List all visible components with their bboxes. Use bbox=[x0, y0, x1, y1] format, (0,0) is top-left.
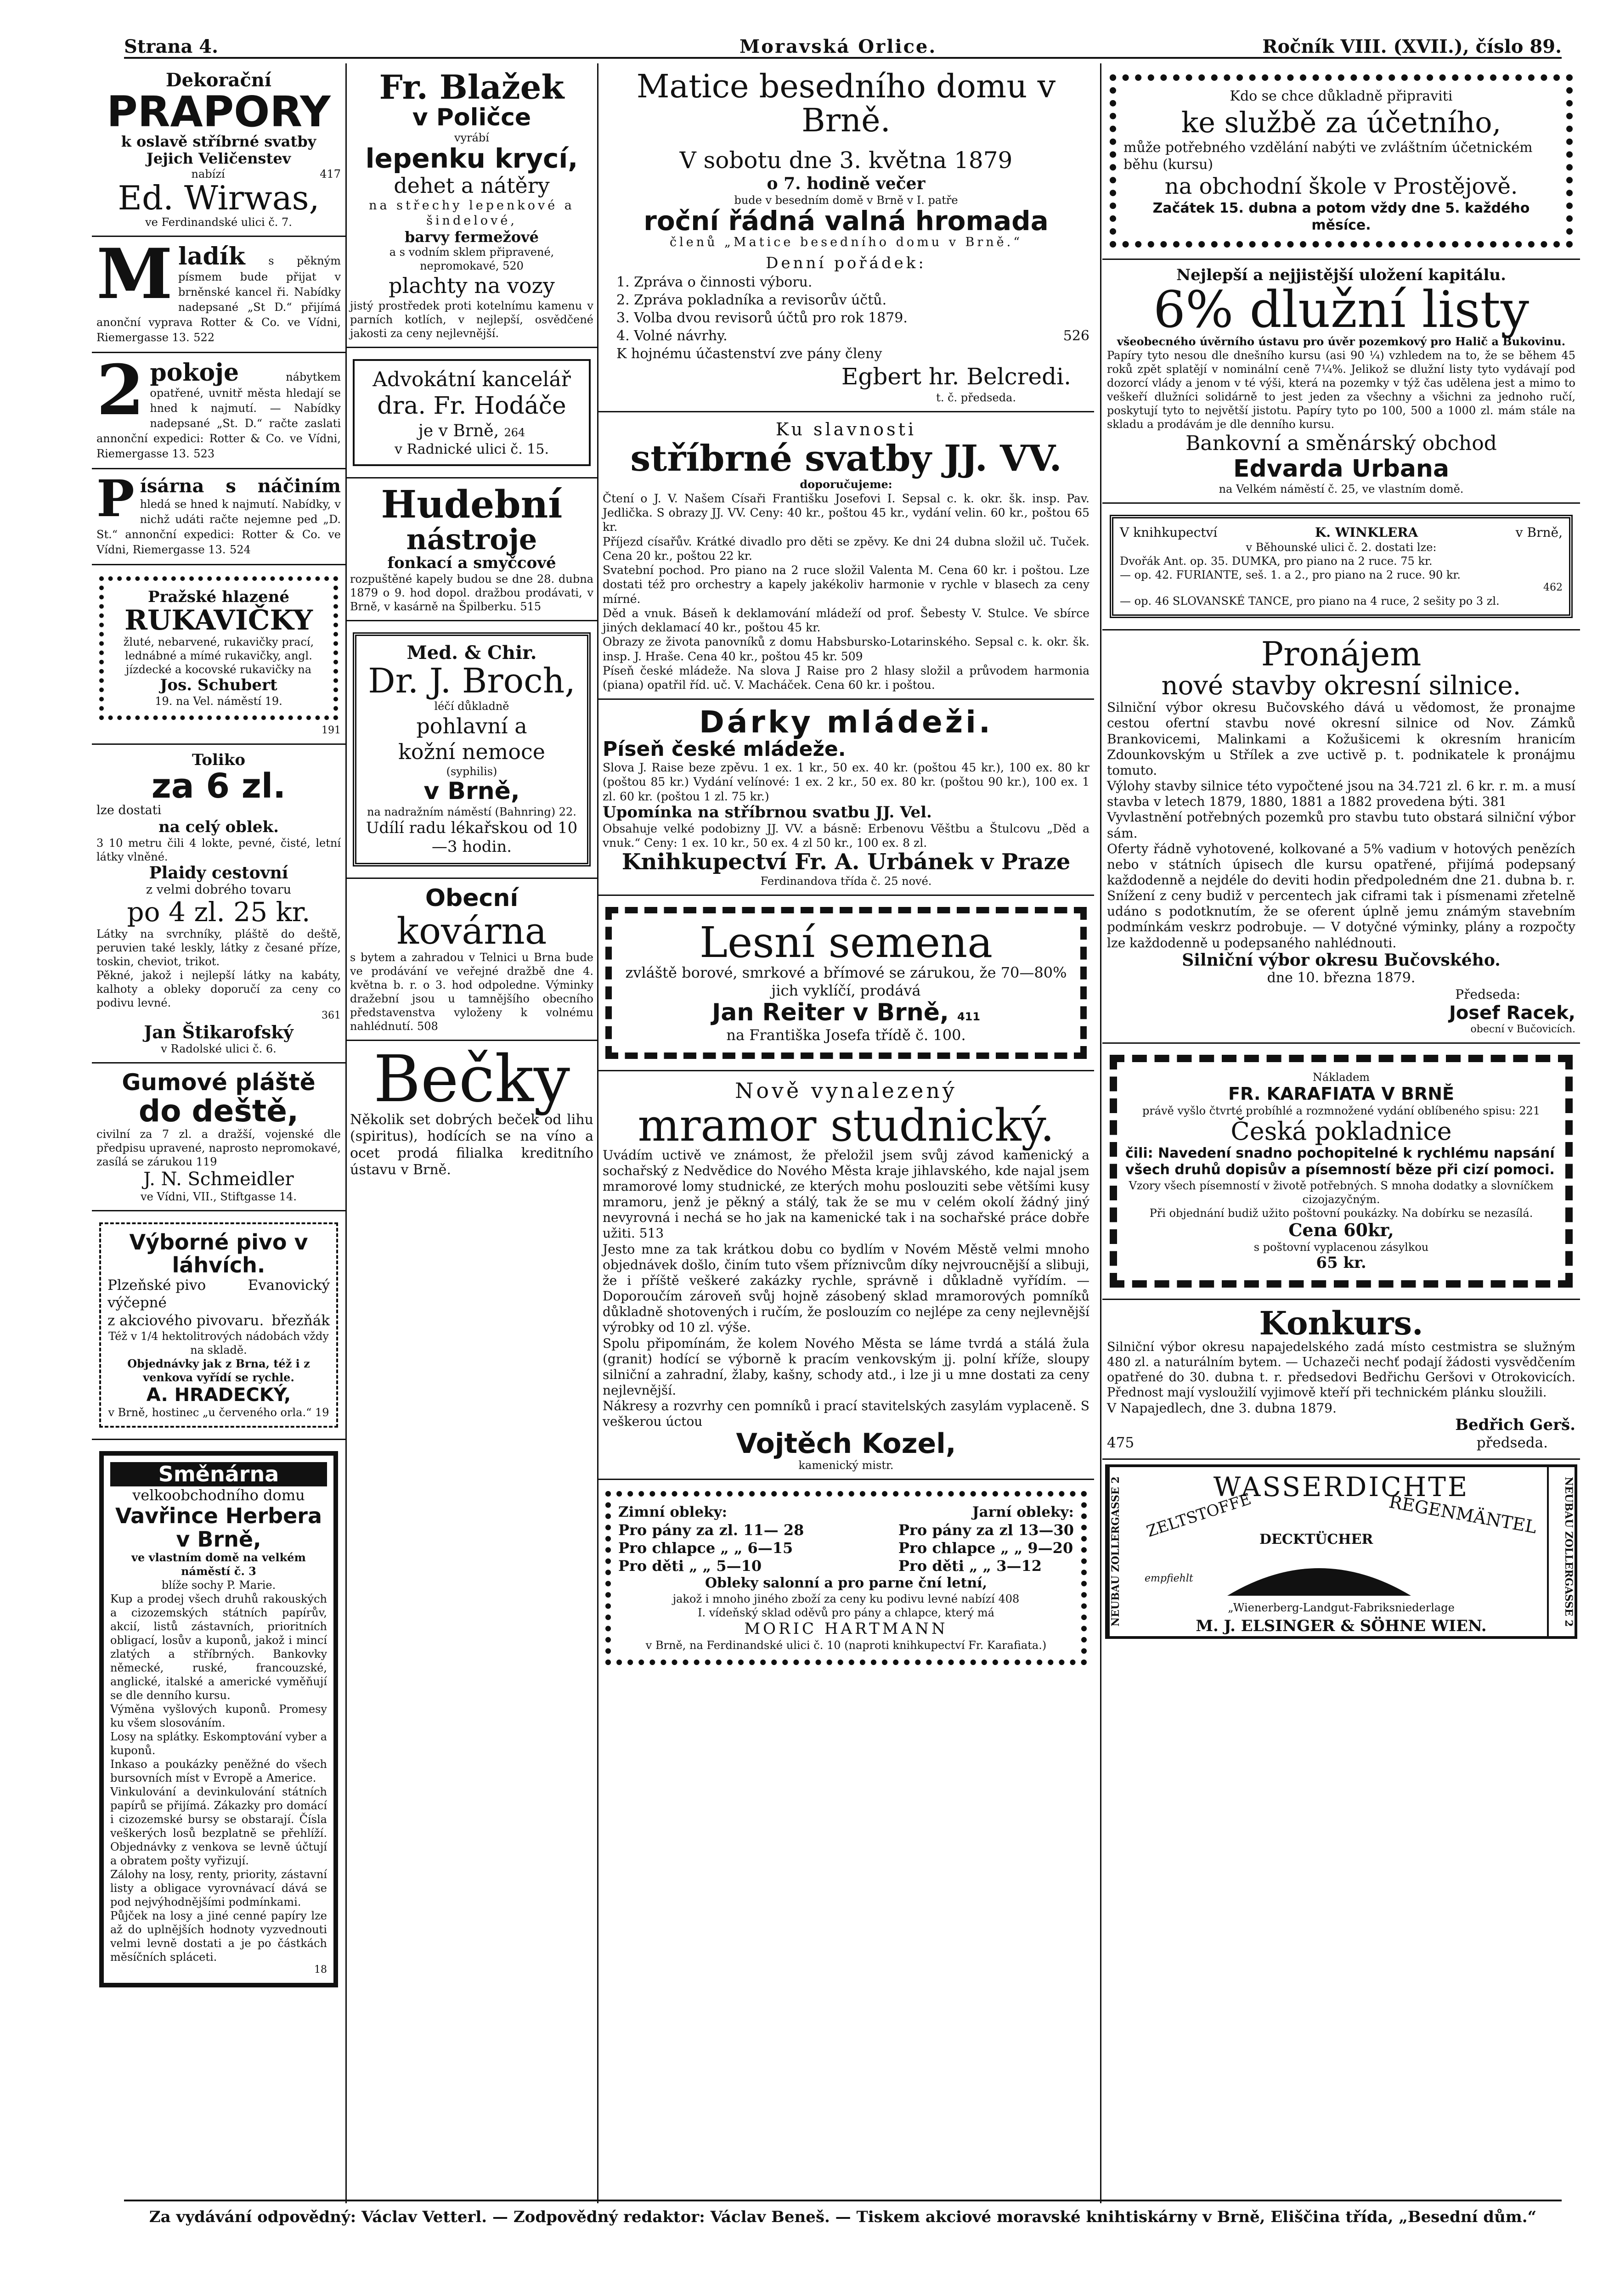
ad-number: 475 bbox=[1107, 1435, 1135, 1452]
ad-text: Kup a prodej všech druhů rakouských a cizozemských státních papírův, akcií, listů zástavních, prioritních obligací, losův a kuponů, jakož i mincí zlatých a stříbrných. Bankovky německé, ruské, francouzské, anglické, italské a americké vyměňují se dle denního kursu. bbox=[110, 1593, 327, 1702]
price-label: Pro děti bbox=[618, 1557, 684, 1575]
notice-line: předseda. bbox=[1476, 1435, 1548, 1452]
ad-line: fonkací a smyčcové bbox=[387, 554, 556, 573]
ad-pivo bbox=[92, 1211, 345, 1441]
logo-text: REGENMÄNTEL bbox=[1388, 1491, 1539, 1537]
ad-hudebni bbox=[345, 478, 598, 621]
page-header bbox=[124, 36, 1562, 59]
book-entry: Děd a vnuk. Báseň k deklamování mládeží od prof. Šebesty V. Stulce. Ve sbírce jiných deklamací 40 kr., poštou 45 kr. bbox=[603, 606, 1089, 635]
ad-headline: Hudební bbox=[381, 483, 563, 527]
agenda-item: 3. Volba dvou revisorů účtů pro rok 1879. bbox=[616, 310, 908, 326]
ad-text: právě vyšlo čtvrté probíhlé a rozmnožené vydání oblíbeného spisu: bbox=[1142, 1104, 1516, 1118]
ad-number: 119 bbox=[196, 1155, 217, 1168]
ad-line: na celý oblek. bbox=[158, 817, 279, 836]
price-value: „ „ 9—20 bbox=[1000, 1539, 1073, 1557]
ad-line: Zimní obleky: bbox=[618, 1504, 728, 1521]
ad-headline: za 6 zl. bbox=[151, 766, 286, 806]
ad-line: Nejlepší a nejjistější uložení kapitálu. bbox=[1176, 266, 1506, 285]
ad-address: ve Vídni, VII., Stiftgasse 14. bbox=[141, 1190, 297, 1203]
ad-text: Vzory všech písemností v životě potřebných. S mnoha dodatky a slovníčkem cizojazyčným. bbox=[1129, 1179, 1554, 1206]
ad-line: léčí důkladně bbox=[434, 700, 509, 713]
ad-text: nábytkem opatřené, uvnitř města hledají se hned k najmutí. — Nabídky nadepsané „St. D.“ račte zaslati annonční expedici: Rotter & Co. ve Vídni, Riemergasse 13. bbox=[96, 371, 341, 460]
ad-line: doporučujeme: bbox=[800, 477, 892, 491]
price-value: za zl. 11— 28 bbox=[696, 1521, 804, 1539]
ad-latky bbox=[92, 745, 345, 1064]
notice-line: bude v besedním domě v Brně v I. patře bbox=[734, 194, 958, 207]
ad-headline: Česká pokladnice bbox=[1230, 1117, 1452, 1146]
page-number: Strana 4. bbox=[124, 36, 219, 57]
ad-headline: v Poličce bbox=[412, 103, 531, 131]
ad-becky bbox=[345, 1041, 598, 1185]
ad-headline: kovárna bbox=[396, 909, 547, 952]
ad-text: s pěkným písmem bude přijat v brněnské kancel ři. Nabídky nadepsané „St D.“ přijímá anonční vyprava Rotter & Co. ve Vídni, Riemergasse 13. bbox=[96, 254, 341, 344]
ad-address: ve Ferdinandské ulici č. 7. bbox=[145, 216, 292, 229]
ad-listy bbox=[1102, 260, 1580, 504]
ad-mramor bbox=[598, 1071, 1094, 1480]
ad-slavnost bbox=[598, 412, 1094, 700]
ad-pokladnice bbox=[1102, 1044, 1580, 1300]
ad-text: Papíry tyto nesou dle dnešního kursu (asi 90 ¼) vzhledem na to, že se během 45 roků zpět splatějí v nominální ceně 7¼%. Jelikož se dlužní listy tyto vydávají pod dozorcí vlády a jenom v té výši, která na pozemky v týž čas udělena jest a mimo to veškeří dlužníci solidárně to jest jeden za všechny a všichni za jednoho ručí, poskytují tyto to největší jistotu. Papíry tyto po 100, 500 a 1000 zl. mám stále na skladu a prodávám je dle denního kursu. bbox=[1107, 349, 1575, 431]
column-4 bbox=[1102, 63, 1580, 1643]
notice-date: V Napajedlech, dne 3. dubna 1879. bbox=[1107, 1401, 1337, 1416]
ad-line: lze dostati bbox=[96, 803, 162, 817]
ad-text: Látky na svrchníky, pláště do deště, peruvien také leskly, látky z česané příze, toskin, cheviot, trikot. bbox=[96, 927, 341, 968]
ad-number: 462 bbox=[1543, 582, 1563, 594]
ad-number: 18 bbox=[314, 1964, 327, 1976]
ad-text: Inkaso a poukázky peněžné do všech bursovních míst v Evropě a Americe. bbox=[110, 1758, 327, 1785]
ad-number: 19 bbox=[315, 1406, 329, 1419]
ad-headline: do deště, bbox=[138, 1093, 299, 1129]
notice-headline: nové stavby okresní silnice. bbox=[1161, 670, 1521, 701]
ad-text: Uvádím uctivě ve známost, že přeložil jsem svůj závod kamenický a sochařský z Nedvědice do Nového Města kraje jihlavského, kde najal jsem mramorové lomy studnické, ze kterých mohu poslouziti sebe většími kusy mramoru, jenž je pěkný a stálý, tak že se mu v celém okolí žádný jiný nevyrovná i nechá se ho jak na kamenické tak i na sochařské práce dobře užiti. bbox=[603, 1147, 1089, 1241]
ad-line: Jarní obleky: bbox=[972, 1504, 1074, 1521]
ad-number: 191 bbox=[322, 724, 341, 736]
price-label: Pro pány bbox=[898, 1521, 971, 1539]
drop-initial: 2 bbox=[96, 353, 145, 431]
ad-line: Nově vynalezený bbox=[735, 1078, 957, 1103]
ad-line: blíže sochy P. Marie. bbox=[161, 1579, 276, 1592]
ad-city: v Brně, bbox=[423, 777, 520, 805]
ad-number: 509 bbox=[841, 649, 863, 663]
ad-number: 417 bbox=[320, 167, 341, 180]
ad-number: 264 bbox=[504, 426, 525, 439]
book-entry: Svatební pochod. Pro piano na 2 ruce složil Valenta M. Cena 60 kr. i poštou. Lze dostati též pro orchestry a kapely jakékoliv harmonie v rychle v blasech za ceny mírné. bbox=[603, 563, 1089, 606]
notice-signature: Josef Racek, bbox=[1449, 1002, 1575, 1024]
ad-line: plachty na vozy bbox=[389, 273, 555, 298]
ad-line: s poštovní vyplacenou zásylkou bbox=[1253, 1240, 1429, 1254]
ad-number: 522 bbox=[193, 331, 215, 344]
ad-line: ve vlastním domě na velkém náměstí č. 3 bbox=[131, 1551, 306, 1578]
ad-line: (syphilis) bbox=[446, 765, 497, 778]
ad-address: 19. na Vel. náměstí 19. bbox=[155, 694, 282, 708]
logo-text: empfiehlt bbox=[1145, 1573, 1193, 1585]
ad-headline: Obecní bbox=[425, 884, 519, 912]
ad-text: hledá se hned k najmutí. Nabídky, v nichž udáti račte nejemne ped „D. St.“ annonční expedici: Rotter & Co. ve Vídni, Riemergasse 13. bbox=[96, 497, 341, 556]
ad-text: Jesto mne za tak krátkou dobu co bydlím v Novém Městě velmi mnoho objednávek došlo, činím tuto všem příznivcům díky nejvroucnější a slibuji, že i příště veškeré zakázky rychle, správně i důkladně vyřídím. — Doporoučím zároveň svůj hojně zásobený sklad mramorových pomníků důkladně shotovených i ručím, že poslouzím co nejlépe za ceny nejlevnější výrobky od 10 zl. výše. bbox=[603, 1241, 1089, 1335]
notice-signature: Egbert hr. Belcredi. bbox=[841, 363, 1071, 390]
price-value: „ „ 5—10 bbox=[689, 1557, 762, 1575]
ad-headline: nástroje bbox=[406, 523, 537, 557]
ad-signature: Vojtěch Kozel, bbox=[736, 1428, 956, 1460]
ad-headline: pokoje bbox=[150, 359, 239, 387]
ad-headline: Advokátní kancelář bbox=[373, 367, 571, 391]
ad-headline: ísárna s náčiním bbox=[140, 475, 341, 497]
ad-number: 381 bbox=[1482, 794, 1507, 810]
ad-address: Ferdinandova třída č. 25 nové. bbox=[760, 875, 932, 888]
ad-line: Nákladem bbox=[1312, 1070, 1370, 1084]
ad-name: FR. KARAFIATA V BRNĚ bbox=[1228, 1083, 1454, 1104]
ad-gumove bbox=[92, 1064, 345, 1211]
ad-headline: ladík bbox=[178, 242, 245, 271]
agenda-item: 4. Volné návrhy. bbox=[616, 327, 728, 344]
ad-text: zvláště borové, smrkové a břímové se zárukou, že 70—80% jich vyklíčí, prodává bbox=[625, 964, 1067, 1000]
ad-headline: Lesní semena bbox=[699, 918, 993, 968]
ad-blazek bbox=[345, 63, 598, 348]
ad-smenarna bbox=[92, 1440, 345, 1998]
ad-name: Jan Štikarofský bbox=[144, 1021, 294, 1042]
ad-name: Fr. Blažek bbox=[379, 68, 564, 107]
ad-number: 524 bbox=[230, 543, 251, 556]
notice-pronajem bbox=[1102, 630, 1580, 1044]
ad-address: v Brně, hostinec „u červeného orla.“ bbox=[108, 1406, 312, 1419]
notice-signature: Silniční výbor okresu Bučovského. bbox=[1182, 950, 1501, 970]
ad-price: Cena 60kr, bbox=[1288, 1220, 1394, 1240]
logo-text: DECKTÜCHER bbox=[1259, 1531, 1373, 1548]
ad-line: nabízí bbox=[191, 167, 225, 180]
ad-line: barvy fermežové bbox=[405, 228, 539, 246]
ad-headline: lepenku krycí, bbox=[365, 142, 578, 174]
ad-line: Toliko bbox=[192, 750, 246, 769]
ad-text: jakož i mnoho jiného zboží za ceny ku podivu levné nabízí bbox=[672, 1592, 995, 1605]
ad-address: na Velkém náměstí č. 25, ve vlastním domě. bbox=[1219, 483, 1464, 496]
notice-text: Výlohy stavby silnice této vypočtené jsou na 34.721 zl. 6 kr. r. m. a musí stavba v letech 1879, 1880, 1881 a 1882 provedena býti. bbox=[1107, 778, 1575, 810]
ad-line: Píseň české mládeže. bbox=[603, 737, 846, 761]
ad-text: Pěkné, jakož i nejlepší látky na kabáty, kalhoty a obleky doporučí za ceny co podivu levné. bbox=[96, 968, 341, 1009]
ad-address: na Františka Josefa třídě č. 100. bbox=[726, 1026, 966, 1044]
price-value: za zl 13—30 bbox=[976, 1521, 1074, 1539]
column-rule bbox=[1100, 63, 1101, 2203]
ad-address: v Radnické ulici č. 15. bbox=[394, 441, 549, 457]
ad-headline: mramor studnický. bbox=[638, 1099, 1055, 1151]
ad-line: velkoobchodního domu bbox=[132, 1486, 305, 1504]
ad-text: Výměna vyšlových kuponů. Promesy ku všem slosováním. bbox=[110, 1703, 327, 1730]
side-label: NEUBAU ZOLLERGASSE 2 bbox=[1108, 1467, 1135, 1636]
ad-number: 526 bbox=[1063, 327, 1089, 344]
book-entry: Dvořák Ant. op. 35. DUMKA, pro piano na 2 ruce. 75 kr. bbox=[1120, 555, 1433, 568]
ad-number: 361 bbox=[322, 1009, 341, 1021]
ad-name: Jan Reiter v Brně, bbox=[711, 999, 949, 1027]
notice-headline: roční řádná valná hromada bbox=[643, 205, 1049, 237]
ad-line: Dekorační bbox=[165, 69, 272, 91]
notice-line: K hojnému účastenství zve pány členy bbox=[616, 345, 882, 362]
ad-name: Edvarda Urbana bbox=[1233, 455, 1450, 483]
ad-text: rozpuštěné kapely budou se dne 28. dubna 1879 o 9. hod dopol. dražbou prodávati, v Brně, v kasárně na Špilberku. bbox=[350, 573, 593, 613]
drop-initial: P bbox=[96, 469, 135, 528]
ad-number: 221 bbox=[1519, 1104, 1541, 1118]
ad-line: z akciového pivovaru. bbox=[107, 1312, 264, 1329]
ad-line: Ku slavnosti bbox=[775, 419, 917, 439]
ad-headline: 6% dlužní listy bbox=[1153, 280, 1530, 339]
ad-line: kamenický mistr. bbox=[798, 1459, 894, 1472]
ad-prapory bbox=[92, 63, 345, 237]
ad-darky bbox=[598, 700, 1094, 896]
notice-text: Vyvlastnění potřebných pozemků pro stavbu tuto obstará silniční výbor sám. bbox=[1107, 810, 1575, 841]
ad-line: Obleky salonní a pro parne ční letní, bbox=[705, 1575, 988, 1592]
masthead: Moravská Orlice. bbox=[739, 36, 937, 57]
ad-text: I. vídeňský sklad oděvů pro pány a chlapce, který má bbox=[698, 1606, 994, 1619]
ad-number: 515 bbox=[520, 600, 542, 613]
notice-date: dne 10. března 1879. bbox=[1267, 970, 1416, 986]
notice-text: Snížení z ceny budiž v percentech jak ciframi tak i písmenami zřetelně udáno s podotknutím, že se oferent úplně jemu známým stavebním podmínkám veskrz podrobuje. — V dotyčné výminky, plány a rozpočty lze každodenně u podepsaného nahlédnouti. bbox=[1107, 888, 1575, 951]
column-2 bbox=[345, 63, 598, 1185]
ad-number: 508 bbox=[417, 1019, 438, 1033]
price-label: Pro chlapce bbox=[898, 1539, 996, 1557]
ad-line: Kdo se chce důkladně připraviti bbox=[1230, 88, 1453, 104]
ad-elsinger-logo bbox=[1105, 1464, 1577, 1639]
book-entry: — op. 46 SLOVANSKÉ TANCE, pro piano na 4 ruce, 2 sešity po 3 zl. bbox=[1120, 595, 1500, 608]
ad-headline: Směnárna bbox=[110, 1462, 327, 1486]
notice-line: t. č. předseda. bbox=[936, 391, 1016, 404]
ad-line: Jejich Veličenstev bbox=[146, 149, 291, 167]
ad-address: v Běhounské ulici č. 2. dostati lze: bbox=[1246, 541, 1437, 554]
ad-text: s bytem a zahradou v Telnici u Brna bude ve prodávání ve veřejné dražbě dne 4. května b. r. o 3. hod odpoledne. Výminky dražební jsou u tamnějšího obecního představenstva vyloženy k volnému nahlédnutí. bbox=[350, 951, 593, 1033]
ad-name: K. WINKLERA bbox=[1315, 525, 1418, 540]
ad-address: v Brně, na Ferdinandské ulici č. 10 (naproti knihkupectví Fr. Karafiata.) bbox=[645, 1639, 1047, 1652]
ad-number: 523 bbox=[193, 447, 215, 460]
price-label: Pro pány bbox=[618, 1521, 691, 1539]
ad-price: 65 kr. bbox=[1316, 1253, 1366, 1272]
ad-address: na nadražním náměstí (Bahnring) 22. bbox=[367, 805, 576, 818]
ad-pisarna bbox=[92, 469, 345, 565]
ad-line: vyrábí bbox=[454, 131, 489, 144]
side-label: NEUBAU ZOLLERGASSE 2 bbox=[1547, 1467, 1575, 1636]
ad-text: a s vodním sklem připravené, nepromokavé, bbox=[389, 246, 554, 273]
ad-name: dra. Fr. Hodáče bbox=[377, 392, 566, 420]
tent-icon bbox=[1223, 1550, 1416, 1600]
logo-name: M. J. ELSINGER & SÖHNE WIEN. bbox=[1196, 1617, 1487, 1636]
notice-title: Pronájem bbox=[1261, 635, 1422, 674]
ad-text: Obsahuje velké podobizny JJ. VV. a básně: Erbenovu Věštbu a Štulcovu „Děd a vnuk.“ Ceny: 1 ex. 10 kr., 50 ex. 4 zl 50 kr., 100 ex. 8 zl. bbox=[603, 822, 1089, 850]
ad-pokoje bbox=[92, 353, 345, 469]
ad-text: na střechy lepenkové a šindelové, bbox=[369, 198, 575, 228]
agenda-item: 2. Zpráva pokladníka a revisorův účtů. bbox=[616, 292, 887, 308]
ad-line: Bankovní a směnárský obchod bbox=[1185, 432, 1497, 456]
notice-text: Silniční výbor okresu napajedelského zadá místo cestmistra se služným 480 zl. a naturálním bytem. — Uchazeči nechť podají žádosti vysvědčením opatřené do 30. dubna t. r. předsedovi Bedřichu Geršovi v Otrokovicích. Přednost mají vysloužilí vyjimově kteří při technickém plánku sloužili. bbox=[1107, 1340, 1575, 1400]
ad-headline: Bečky bbox=[373, 1041, 570, 1117]
ad-number: 411 bbox=[957, 1010, 981, 1024]
notice-signature: Bedřich Gerš. bbox=[1455, 1416, 1575, 1435]
ad-name: MORIC HARTMANN bbox=[744, 1619, 948, 1638]
ad-number: 408 bbox=[998, 1592, 1020, 1605]
price-value: „ „ 6—15 bbox=[720, 1539, 793, 1557]
drop-initial: M bbox=[96, 237, 173, 315]
ad-text: Vinkulování a devinkulování státních papírů se přijímá. Zákazky pro domácí i cizozemské bursy se obstarají. Čísla veškerých losů bezplatně se přehlíží. Objednávky z venkova se levně účtují a obratem pošty vyřizují. bbox=[110, 1785, 327, 1868]
notice-line: o 7. hodině večer bbox=[767, 174, 926, 193]
ad-line: v Brně, bbox=[1515, 525, 1563, 540]
ad-text: žluté, nebarvené, rukavičky prací, lednábné a mímé rukavičky, angl. jízdecké a kocovské rukavičky na bbox=[123, 635, 314, 676]
ad-line: všeobecného úvěrního ústavu pro úvěr pozemkový pro Halič a Bukovinu. bbox=[1117, 335, 1566, 349]
ad-text: Objednávky jak z Brna, též i z venkova vyřídí se rychle. bbox=[127, 1357, 310, 1384]
book-entry: Obrazy ze života panovníků z domu Habsbursko-Lotarinského. Sepsal c. k. okr. šk. insp. J. Hraše. Cena 40 kr., poštou 45 kr. bbox=[603, 635, 1089, 663]
notice-text: Oferty řádně vyhotovené, kolkované a 5% vadium v hotových penězích nebo v státních úpisech dle kursu opatřené, přijímá podepsaný každodenně a nejdéle do deviti hodin předpoledném dne 21. dubna b. r. bbox=[1107, 841, 1575, 888]
ad-headline: Gumové pláště bbox=[122, 1069, 316, 1096]
notice-date: V sobotu dne 3. května 1879 bbox=[679, 147, 1013, 174]
ad-number: 520 bbox=[502, 259, 524, 273]
ad-text: Nákresy a rozvrhy cen pomníků i prací stavitelských zasylám vyplaceně. S veškerou úctou bbox=[603, 1398, 1089, 1429]
notice-konkurs bbox=[1102, 1300, 1580, 1460]
ad-text: Několik set dobrých beček od lihu (spiritus), hodících se na víno a ocet prodá filialka kreditního ústavu v Brně. bbox=[350, 1111, 593, 1178]
notice-title: Matice besedního domu v Brně. bbox=[636, 68, 1056, 139]
notice-line: Předseda: bbox=[1455, 986, 1520, 1002]
notice-line: obecní v Bučovicích. bbox=[1470, 1023, 1575, 1035]
ad-name: A. HRADECKÝ, bbox=[146, 1384, 291, 1406]
ad-text: může potřebného vzdělání nabýti ve zvláštním účetnickém běhu (kursu) bbox=[1123, 140, 1533, 173]
ad-headline: Výborné pivo v láhvích. bbox=[129, 1229, 308, 1278]
ad-ucetni bbox=[1102, 63, 1580, 260]
ad-line: pohlavní a bbox=[416, 714, 527, 739]
ad-text: Losy na splátky. Eskomptování vyber a kuponů. bbox=[110, 1730, 327, 1757]
ad-text: Spolu připomínám, že kolem Nového Města se láme tvrdá a stálá žula (granit) hodící se výborně k pracím venkovským jj. polní kříže, sloupy silniční a zahradní, žlaby, kašny, schody atd., i lze ji u mne dostati za ceny nejlevnější. bbox=[603, 1335, 1089, 1398]
book-entry: Píseň české mládeže. Na slova J Raise pro 2 hlasy složil a průvodem harmonia (piana) opatřil říd. uč. V. Macháček. Cena 60 kr. i poštou. bbox=[603, 664, 1089, 692]
ad-line: k oslavě stříbrné svatby bbox=[121, 133, 316, 150]
notice-matice bbox=[598, 63, 1094, 412]
ad-name: Jos. Schubert bbox=[160, 675, 277, 694]
ad-text: Slova J. Raise beze zpěvu. 1 ex. 1 kr., 50 ex. 40 kr. (poštou 45 kr.), 100 ex. 80 kr (poštou 85 kr.) Vydání velínové: 1 ex. 2 kr., 50 ex. 80 kr. (poštou 90 kr.), 100 ex. 1 zl. 60 kr. (poštou 1 zl. 75 kr.) bbox=[603, 761, 1089, 803]
ad-name: Vavřince Herbera v Brně, bbox=[115, 1503, 322, 1552]
ad-text: Též v 1/4 hektolitrových nádobách vždy na skladě. bbox=[108, 1330, 329, 1357]
ad-name: J. N. Schmeidler bbox=[143, 1168, 294, 1190]
ad-text: jistý prostředek proti kotelnímu kamenu v parních kotlích, v nejlepší, osvědčené jakosti za ceny nejlevnější. bbox=[350, 299, 593, 340]
ad-semena bbox=[598, 896, 1094, 1071]
issue-info: Ročník VIII. (XVII.), číslo 89. bbox=[1262, 36, 1562, 57]
ad-headline: RUKAVIČKY bbox=[124, 604, 313, 636]
ad-line: Pražské hlazené bbox=[148, 587, 289, 606]
agenda-item: 1. Zpráva o činnosti výboru. bbox=[616, 274, 813, 290]
ad-name: Ed. Wirwas, bbox=[118, 178, 320, 217]
notice-text: Silniční výbor okresu Bučovského dává u vědomost, že pronajme cestou ofertní stavbu nové okresní silnice od Nov. Zámků Brankovicemi, Malinkami a Kožušicemi k okresním hranicím Zdounkovským u Střílek a zve uctivě p. t. podnikatele k pronájmu tomuto. bbox=[1107, 700, 1575, 778]
ad-text: 3 10 metru čili 4 lokte, pevné, čisté, letní látky vlněné. bbox=[96, 836, 341, 863]
ad-price: po 4 zl. 25 kr. bbox=[127, 896, 310, 928]
ad-mladik bbox=[92, 237, 345, 353]
ad-hodac bbox=[345, 348, 598, 479]
ad-rukavicky bbox=[92, 565, 345, 745]
ad-line: Plaidy cestovní bbox=[149, 863, 288, 883]
ad-line: březňák bbox=[271, 1312, 330, 1329]
column-1 bbox=[92, 63, 345, 1998]
ad-text: Udílí radu lékařskou od 10—3 hodin. bbox=[366, 818, 578, 856]
ad-winkler bbox=[1102, 504, 1580, 630]
book-entry: Příjezd císařův. Krátké divadlo pro děti se zpěvy. Ke dni 24 dubna složil uč. Tuček. Cena 20 kr., poštou 22 kr. bbox=[603, 535, 1089, 563]
ad-number: 513 bbox=[639, 1226, 664, 1241]
book-entry: Čtení o J. V. Našem Císaři Františku Josefovi I. Sepsal c. k. okr. šk. insp. Pav. Jedlička. S obrazy JJ. VV. Ceny: 40 kr., poštou 45 kr., vydání velin. 60 kr., poštou 65 kr. bbox=[603, 491, 1089, 534]
ad-headline: na obchodní škole v Prostějově. bbox=[1164, 174, 1518, 200]
logo-text: „Wienerberg-Landgut-Fabriksniederlage bbox=[1228, 1601, 1455, 1615]
ad-headline: stříbrné svatby JJ. VV. bbox=[630, 438, 1062, 480]
logo-text: ZELTSTOFFE bbox=[1144, 1490, 1253, 1541]
ad-headline: PRAPORY bbox=[107, 87, 331, 136]
ad-line: Upomínka na stříbrnou svatbu JJ. Vel. bbox=[603, 803, 932, 822]
ad-text: Začátek 15. dubna a potom vždy dne 5. každého měsíce. bbox=[1152, 200, 1530, 233]
ad-text: civilní za 7 zl. a dražší, vojenské dle předpisu upravené, naprosto nepromokavé, zasílá se zárukou bbox=[96, 1127, 341, 1168]
price-value: „ „ 3—12 bbox=[969, 1557, 1042, 1575]
ad-kovarna bbox=[345, 879, 598, 1041]
ad-headline: ke službě za účetního, bbox=[1181, 105, 1501, 139]
ad-name: Dr. J. Broch, bbox=[368, 661, 576, 701]
ad-text: čili: Navedení snadno pochopitelné k rychlému napsání všech druhů dopisův a písemností běze při cizí pomoci. bbox=[1125, 1145, 1555, 1178]
ad-line: je v Brně, bbox=[418, 421, 499, 440]
page-footer: Za vydávání odpovědný: Václav Vetterl. — Zodpovědný redaktor: Václav Beneš. — Tiskem akciové moravské knihtiskárny v Brně, Eliščina třída, „Besední dům.“ bbox=[124, 2200, 1562, 2227]
price-label: Pro děti bbox=[898, 1557, 964, 1575]
price-label: Pro chlapce bbox=[618, 1539, 716, 1557]
notice-line: Denní pořádek: bbox=[766, 254, 926, 273]
logo-title: WASSERDICHTE bbox=[1213, 1471, 1469, 1503]
ad-text: Zálohy na losy, renty, priority, zástavní listy a obligace vyrovnávací dává se pod nejvýhodnějšími podmínkami. bbox=[110, 1868, 327, 1909]
ad-line: Med. & Chir. bbox=[406, 642, 537, 664]
ad-name: Knihkupectví Fr. A. Urbánek v Praze bbox=[621, 849, 1071, 875]
ad-text: Při objednání budiž užito poštovní poukázky. Na dobírku se nezasílá. bbox=[1149, 1207, 1533, 1220]
ad-line: Evanovický bbox=[248, 1277, 330, 1294]
ad-line: kožní nemoce bbox=[398, 739, 545, 765]
book-entry: — op. 42. FURIANTE, seš. 1. a 2., pro piano na 2 ruce. 90 kr. bbox=[1120, 568, 1461, 582]
column-3 bbox=[598, 63, 1094, 1676]
ad-address: v Radolské ulici č. 6. bbox=[161, 1042, 277, 1056]
ad-text: Půjček na losy a jiné cenné papíry lze až do uplnějších hodnoty vyzvednouti velmi levně dostati a je po částkách měsíčních spláceti. bbox=[110, 1909, 327, 1964]
ad-hartmann bbox=[598, 1480, 1094, 1676]
ad-broch bbox=[345, 621, 598, 879]
ad-line: V knihkupectví bbox=[1120, 525, 1218, 540]
notice-line: členů „Matice besedního domu v Brně.“ bbox=[669, 235, 1023, 250]
ad-line: z velmi dobrého tovaru bbox=[146, 883, 292, 897]
ad-line: dehet a nátěry bbox=[394, 173, 550, 198]
ad-headline: Dárky mládeži. bbox=[699, 704, 993, 740]
notice-title: Konkurs. bbox=[1259, 1304, 1423, 1342]
ad-line: Plzeňské pivo výčepné bbox=[107, 1277, 206, 1311]
